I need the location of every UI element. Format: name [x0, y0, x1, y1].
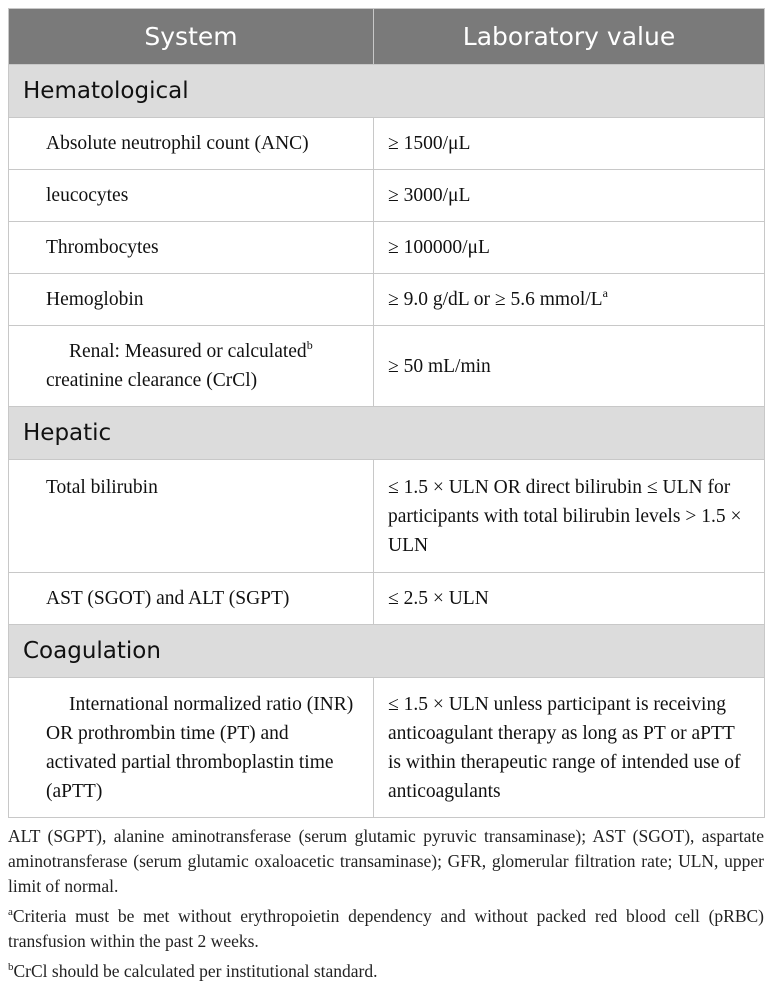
value-cell: ≥ 3000/μL: [374, 170, 765, 222]
system-cell: Thrombocytes: [9, 222, 374, 274]
table-row: [9, 678, 765, 818]
abbreviations-note: ALT (SGPT), alanine aminotransferase (serum glutamic pyruvic transaminase); AST (SGOT), aspartate aminotransferase (serum glutamic oxaloacetic transaminase); GFR, glomerular filtration rate; ULN, upper limit of normal.: [8, 826, 764, 896]
footnote-a: [8, 904, 764, 954]
system-cell: [9, 326, 374, 407]
section-coagulation: Coagulation: [9, 625, 765, 678]
renal-label: Renal: Measured or calculated: [69, 341, 307, 362]
table-footnotes: [8, 824, 764, 989]
footnote-marker-a: a: [602, 286, 608, 300]
value-cell: ≤ 1.5 × ULN OR direct bilirubin ≤ ULN for participants with total bilirubin levels > 1.5 × ULN: [374, 460, 765, 573]
footnote-b-mark: b: [8, 961, 14, 973]
table-row: [9, 573, 765, 625]
section-hepatic: Hepatic: [9, 407, 765, 460]
footnote-marker-b: b: [306, 338, 313, 352]
value-cell: ≥ 1500/μL: [374, 118, 765, 170]
section-row-hepatic: [9, 407, 765, 460]
system-cell: leucocytes: [9, 170, 374, 222]
system-cell: International normalized ratio (INR) OR prothrombin time (PT) and activated partial thromboplastin time (aPTT): [9, 678, 374, 818]
value-cell: [374, 274, 765, 326]
value-cell: ≥ 50 mL/min: [374, 326, 765, 407]
table-row: [9, 118, 765, 170]
value-cell: ≤ 2.5 × ULN: [374, 573, 765, 625]
section-hematological: Hematological: [9, 65, 765, 118]
table-row: [9, 222, 765, 274]
lab-criteria-table: [8, 8, 765, 818]
section-row-coagulation: [9, 625, 765, 678]
header-system: System: [9, 9, 374, 65]
table-row: [9, 326, 765, 407]
hemoglobin-value: ≥ 9.0 g/dL or ≥ 5.6 mmol/L: [388, 289, 603, 310]
footnote-a-mark: a: [8, 906, 13, 918]
system-cell: AST (SGOT) and ALT (SGPT): [9, 573, 374, 625]
table-header-row: [9, 9, 765, 65]
system-cell: Absolute neutrophil count (ANC): [9, 118, 374, 170]
table-row: [9, 460, 765, 573]
system-cell: Total bilirubin: [9, 460, 374, 573]
value-cell: ≥ 100000/μL: [374, 222, 765, 274]
renal-label-cont: creatinine clearance (CrCl): [46, 370, 258, 391]
table-row: [9, 170, 765, 222]
table-row: [9, 274, 765, 326]
section-row-hematological: [9, 65, 765, 118]
footnote-b-text: CrCl should be calculated per institutional standard.: [13, 961, 378, 981]
footnote-a-text: Criteria must be met without erythropoietin dependency and without packed red blood cell (pRBC) transfusion within the past 2 weeks.: [8, 906, 764, 951]
system-cell: Hemoglobin: [9, 274, 374, 326]
header-laboratory-value: Laboratory value: [374, 9, 765, 65]
value-cell: ≤ 1.5 × ULN unless participant is receiving anticoagulant therapy as long as PT or aPTT is within therapeutic range of intended use of anticoagulants: [374, 678, 765, 818]
footnote-b: [8, 959, 764, 984]
